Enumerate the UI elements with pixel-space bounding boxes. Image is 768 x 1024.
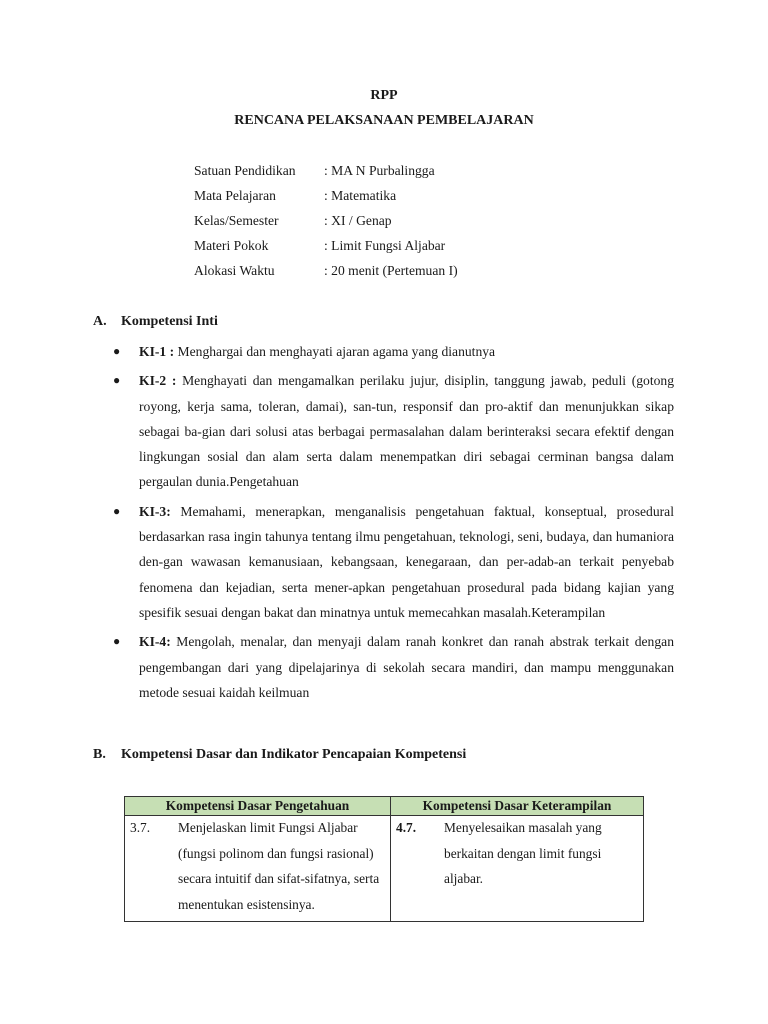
kd-text: Menjelaskan limit Fungsi Aljabar (fungsi polinom dan fungsi rasional) secara intuitif dan sifat-sifatnya, serta menentukan esistensinya. [178,820,380,912]
identity-label: Materi Pokok [194,238,269,253]
table-cell [391,816,644,922]
section-a-heading [93,314,218,330]
identity-value: : Limit Fungsi Aljabar [324,238,446,253]
ki-text: Menghayati dan mengamalkan perilaku jujur, disiplin, tanggung jawab, peduli (gotong royong, kerja sama, toleran, damai), san-tun, responsif dan pro-aktif dan menunjukkan sikap sebagai ba-gian dari solusi atas berbagai permasalahan dalam berinteraksi secara efektif dengan lingkungan sosial dan alam serta dalam menempatkan diri sebagai cerminan bangsa dalam pergaulan dunia.Pengetahuan [139,373,674,490]
bullet-icon: ● [113,373,121,388]
kd-number: 4.7. [396,820,417,835]
ki-text: Menghargai dan menghayati ajaran agama yang dianutnya [174,344,496,359]
identity-label: Alokasi Waktu [194,263,275,278]
bullet-icon: ● [113,344,121,358]
identity-row [194,212,458,237]
section-letter: B. [93,747,106,762]
identity-value: : Matematika [324,188,397,203]
identity-row [194,187,458,212]
document-subtitle: RENCANA PELAKSANAAN PEMBELAJARAN [234,113,534,128]
identity-label: Satuan Pendidikan [194,163,296,178]
section-title: Kompetensi Dasar dan Indikator Pencapaian Kompetensi [121,747,467,762]
section-b-heading [93,747,466,763]
identity-block [194,162,458,287]
bullet-icon: ● [113,503,121,518]
identity-value: : 20 menit (Pertemuan I) [324,263,458,278]
identity-label: Kelas/Semester [194,213,279,228]
table-header-cell: Kompetensi Dasar Keterampilan [391,797,644,816]
table-row [125,816,644,922]
kompetensi-dasar-table [124,796,644,922]
list-item [113,339,674,364]
list-item [113,629,674,705]
identity-row [194,237,458,262]
document-title: RPP [370,88,398,103]
list-item [113,368,674,494]
kompetensi-inti-list [113,339,674,709]
ki-code: KI-4: [139,634,171,650]
ki-code: KI-1 : [139,344,175,359]
list-item [113,499,674,625]
section-letter: A. [93,314,107,329]
ki-text: Memahami, menerapkan, menganalisis pengetahuan faktual, konseptual, prosedural berdasarkan rasa ingin tahunya tentang ilmu pengetahuan, teknologi, seni, budaya, dan humaniora den-gan wawasan kemanusiaan, kebangsaan, kenegaraan, dan per-adab-an terkait penyebab fenomena dan kejadian, serta mener-apkan pengetahuan prosedural pada bidang kajian yang spesifik sesuai dengan bakat dan minatnya untuk memecahkan masalah.Keterampilan [139,503,674,620]
table-cell [125,816,391,922]
ki-code: KI-2 : [139,373,177,389]
table-header-row [125,797,644,816]
kd-number: 3.7. [130,820,151,835]
identity-value: : MA N Purbalingga [324,163,435,178]
bullet-icon: ● [113,634,121,649]
identity-row [194,262,458,287]
identity-row [194,162,458,187]
table-header-cell: Kompetensi Dasar Pengetahuan [125,797,391,816]
identity-value: : XI / Genap [324,213,392,228]
ki-code: KI-3: [139,503,171,519]
identity-label: Mata Pelajaran [194,188,276,203]
ki-text: Mengolah, menalar, dan menyaji dalam ranah konkret dan ranah abstrak terkait dengan pengembangan dari yang dipelajarinya di sekolah secara mandiri, dan mampu menggunakan metode sesuai kaidah keilmuan [139,634,674,700]
kd-text: Menyelesaikan masalah yang berkaitan dengan limit fungsi aljabar. [444,820,602,886]
section-title: Kompetensi Inti [121,314,218,329]
